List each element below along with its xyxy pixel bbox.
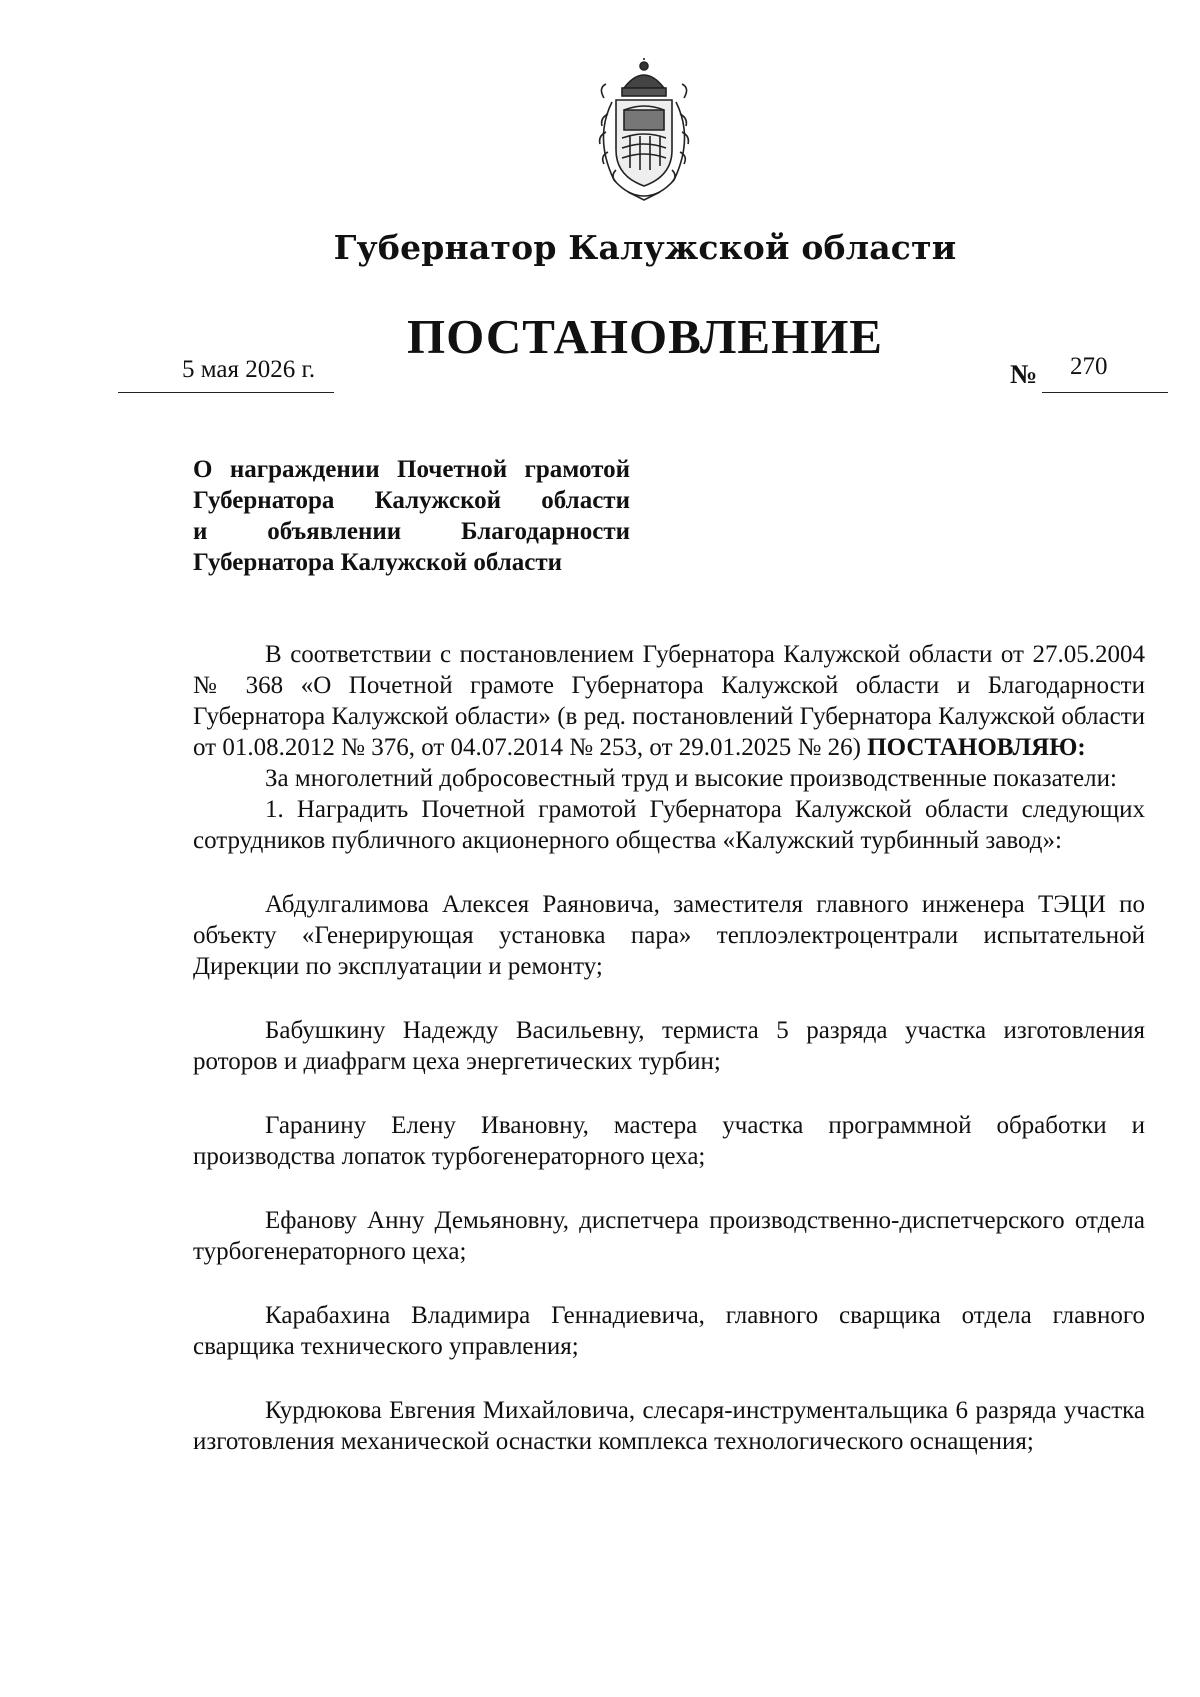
number-label: №	[1010, 359, 1038, 389]
document-number: 270	[1070, 353, 1108, 380]
document-date: 5 мая 2026 г.	[182, 356, 316, 383]
issuing-authority: Губернатор Калужской области	[333, 228, 957, 267]
number-underline	[1042, 384, 1168, 393]
document-body	[193, 639, 1145, 1457]
awardee-paragraph: Абдулгалимова Алексея Раяновича, заместителя главного инженера ТЭЦИ по объекту «Генерирующая установка пара» теплоэлектроцентрали испытательной Дирекции по эксплуатации и ремонту;	[193, 891, 1145, 980]
subject-line: О награждении Почетной грамотой	[193, 456, 630, 483]
awardee-paragraph: Бабушкину Надежду Васильевну, термиста 5 разряда участка изготовления роторов и диафрагм цеха энергетических турбин;	[193, 1017, 1145, 1075]
basis-paragraph: За многолетний добросовестный труд и высокие производственные показатели:	[265, 765, 1117, 792]
document-subject	[193, 454, 630, 578]
awardee-paragraph: Курдюкова Евгения Михайловича, слесаря-инструментальщика 6 разряда участка изготовления механической оснастки комплекса технологического оснащения;	[193, 1397, 1145, 1455]
awardee-paragraph: Ефанову Анну Демьяновну, диспетчера производственно-диспетчерского отдела турбогенераторного цеха;	[193, 1207, 1145, 1265]
document-type-title: ПОСТАНОВЛЕНИЕ	[407, 309, 883, 364]
date-underline	[118, 384, 334, 393]
kaluga-coat-of-arms-icon	[584, 58, 704, 203]
awardee-paragraph: Карабахина Владимира Геннадиевича, главного сварщика отдела главного сварщика технического управления;	[193, 1302, 1145, 1360]
item-1-paragraph: 1. Наградить Почетной грамотой Губернатора Калужской области следующих сотрудников публичного акционерного общества «Калужский турбинный завод»:	[193, 796, 1145, 854]
awardee-paragraph: Гаранину Елену Ивановну, мастера участка программной обработки и производства лопаток турбогенераторного цеха;	[193, 1112, 1145, 1170]
preamble-paragraph	[193, 639, 1145, 763]
subject-line: Губернатора Калужской области	[193, 487, 630, 514]
subject-line: Губернатора Калужской области	[193, 549, 563, 576]
preamble-text: В соответствии с постановлением Губернатора Калужской области от 27.05.2004 № 368 «О Почетной грамоте Губернатора Калужской области и Благодарности Губернатора Калужской области» (в ред. постановлений Губернатора Калужской области от 01.08.2012 № 376, от 04.07.2014 № 253, от 29.01.2025 № 26)	[193, 641, 1145, 761]
subject-line: и объявлении Благодарности	[193, 518, 630, 545]
decree-word: ПОСТАНОВЛЯЮ:	[867, 734, 1086, 761]
